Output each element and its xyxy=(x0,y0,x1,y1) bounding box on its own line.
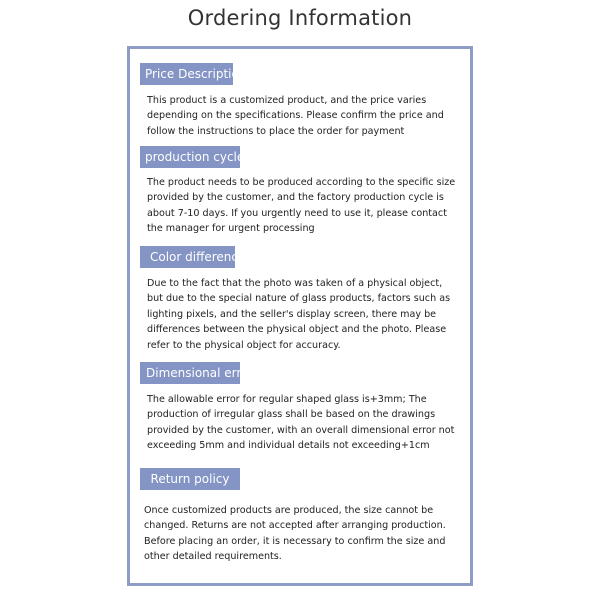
color-difference-header: Color difference xyxy=(140,246,235,268)
color-difference-text: Due to the fact that the photo was taken of a physical object, but due to the special nature of glass products, factors such as lighting pixels, and the seller's display screen, there may be differences between the physical object and the photo. Please refer to the physical object for accuracy. xyxy=(147,278,451,351)
dimensional-error-header: Dimensional error xyxy=(140,362,240,384)
price-description-header: Price Description xyxy=(140,63,233,85)
dimensional-error-text: The allowable error for regular shaped glass is+3mm; The production of irregular glass shall be based on the drawings provided by the customer, with an overall dimensional error not exceeding 5mm and individual details not exceeding+1cm xyxy=(147,394,455,452)
return-policy-text: Once customized products are produced, the size cannot be changed. Returns are not accepted after arranging production. Before placing an order, it is necessary to confirm the size and other detailed requirements. xyxy=(144,505,446,563)
production-cycle-text: The product needs to be produced according to the specific size provided by the customer, and the factory production cycle is about 7-10 days. If you urgently need to use it, please contact the manager for urgent processing xyxy=(147,177,456,235)
ordering-info-panel xyxy=(127,46,473,586)
production-cycle-header: production cycle xyxy=(140,146,240,168)
price-description-text: This product is a customized product, and the price varies depending on the specifications. Please confirm the price and follow the instructions to place the order for payment xyxy=(147,95,444,137)
return-policy-header: Return policy xyxy=(140,468,240,490)
page-title: Ordering Information xyxy=(187,6,413,30)
